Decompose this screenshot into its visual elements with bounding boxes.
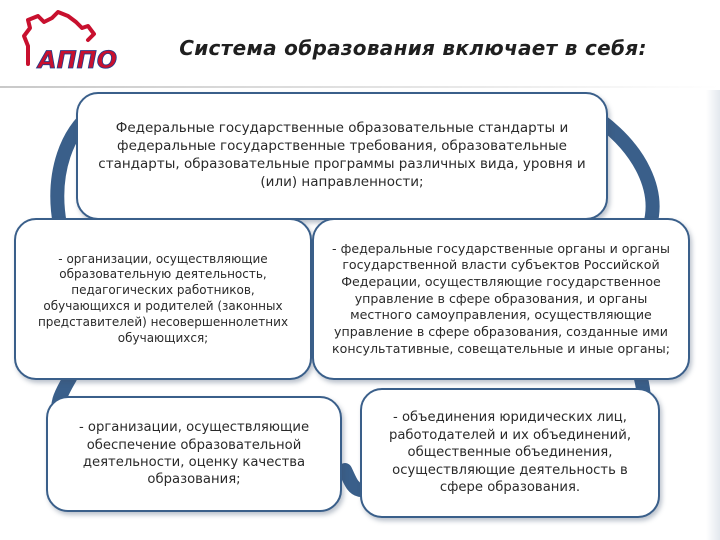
box-standards — [76, 92, 608, 220]
box-support-organizations-text: - организации, осуществляющие обеспечение образовательной деятельности, оценку качества образования; — [78, 420, 310, 488]
cycle-arc-bottom — [345, 470, 360, 490]
box-authorities — [312, 218, 690, 380]
box-organizations — [14, 218, 312, 380]
box-organizations-text: - организации, осуществляющие образовательную деятельность, педагогических работников, обучающихся и родителей (законных представителей) несовершеннолетних обучающихся; — [37, 251, 289, 345]
box-support-organizations — [46, 396, 342, 512]
logo-text: АППО — [38, 46, 118, 74]
box-standards-text: Федеральные государственные образовательные стандарты и федеральные государственные требования, образовательные стандарты, образовательные программы различных вида, уровня и (или) направленности; — [98, 120, 586, 190]
box-associations-text: - объединения юридических лиц, работодателей и их объединений, общественные объединения, осуществляющие деятельность в сфере образования. — [388, 410, 632, 496]
box-associations — [360, 388, 660, 518]
box-authorities-text: - федеральные государственные органы и органы государственной власти субъектов Российской Федерации, осуществляющие государственное управление в сфере образования, и органы местного самоуправления, осуществляющие управление в сфере образования, созданные ими консультативные, совещательные и иные органы; — [332, 240, 670, 356]
page-title: Система образования включает в себя: — [179, 36, 647, 60]
